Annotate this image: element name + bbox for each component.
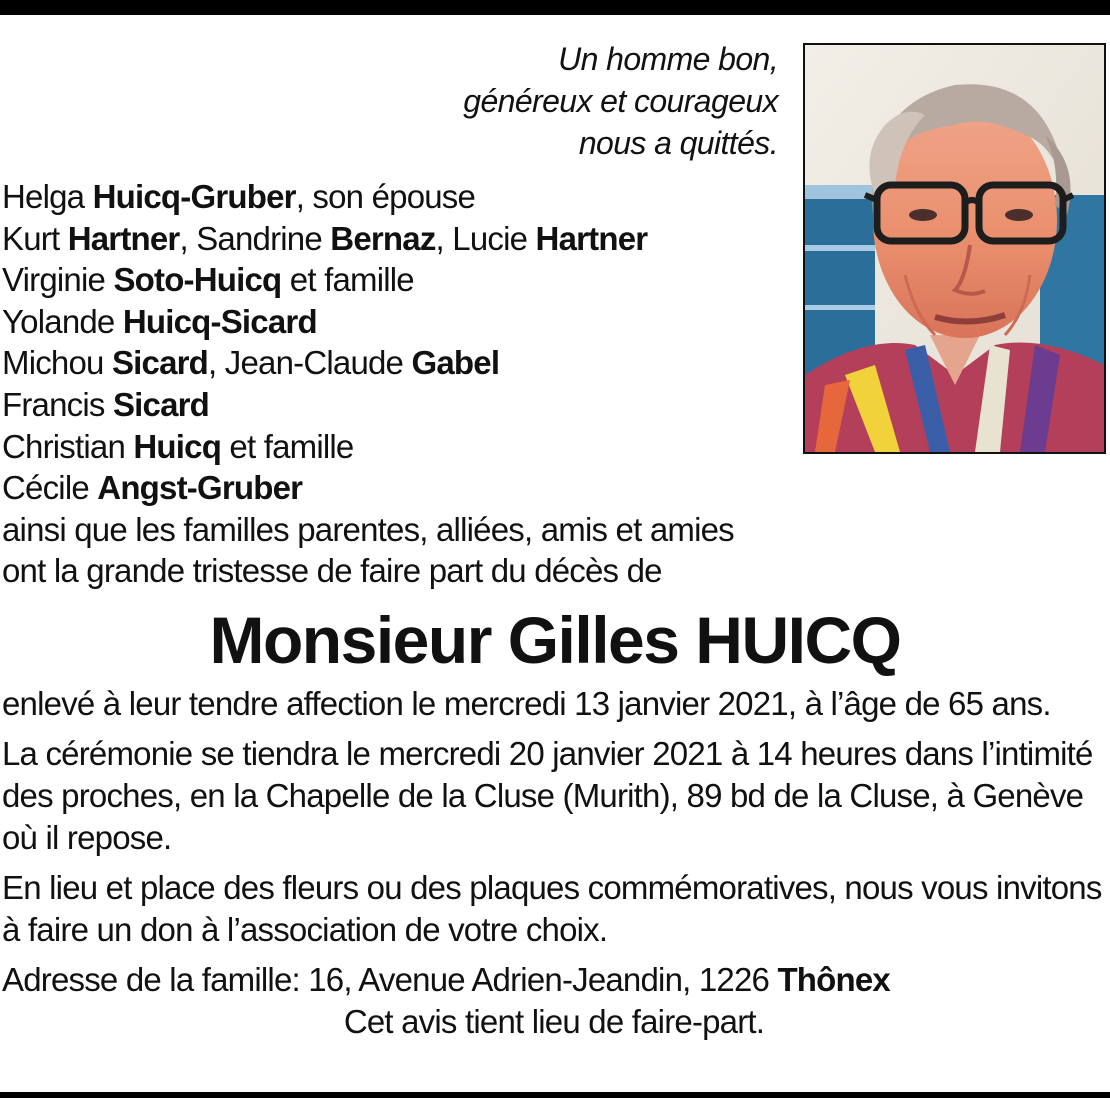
family-address-street: Adresse de la famille: 16, Avenue Adrien-Jeandin, 1226 (2, 961, 778, 998)
donation-note: En lieu et place des fleurs ou des plaques commémoratives, nous vous invitons à faire un don à l’association de votre choix. (2, 869, 1102, 948)
bottom-rule (0, 1092, 1110, 1098)
family-surname: Hartner (67, 219, 180, 257)
closing-note: Cet avis tient lieu de faire-part. (343, 1003, 765, 1040)
family-text: Kurt (2, 219, 68, 257)
family-line (2, 426, 802, 468)
family-text: , Jean-Claude (208, 344, 412, 382)
family-line (2, 176, 802, 218)
family-surname: Sicard (111, 344, 209, 382)
family-text: Christian (2, 427, 134, 465)
epitaph-line-3: nous a quittés. (578, 125, 778, 161)
family-text: Cécile (2, 469, 98, 507)
family-line (2, 259, 802, 301)
family-surname: Sicard (112, 385, 210, 423)
announcement-body (2, 683, 1106, 1043)
deceased-portrait (803, 43, 1106, 454)
family-text: Yolande (2, 302, 123, 340)
family-line (2, 342, 802, 384)
family-text: Michou (2, 344, 112, 382)
family-surname: Huicq (133, 427, 222, 465)
family-surname: Huicq-Gruber (92, 178, 296, 215)
family-line (2, 384, 802, 426)
family-text: et famille (221, 427, 354, 465)
family-text: Helga (2, 178, 93, 215)
family-surname: Soto-Huicq (113, 261, 282, 299)
death-details: enlevé à leur tendre affection le mercredi 13 janvier 2021, à l’âge de 65 ans. (2, 685, 1051, 722)
epitaph-line-1: Un homme bon, (558, 41, 778, 77)
family-line (2, 301, 802, 343)
family-text: Francis (2, 385, 113, 423)
family-text: , son épouse (295, 178, 476, 215)
family-text: , Sandrine (179, 219, 331, 257)
family-line (2, 218, 802, 260)
family-surname: Angst-Gruber (97, 469, 303, 507)
family-address (2, 959, 1106, 1001)
portrait-illustration (805, 45, 1104, 452)
family-list (2, 176, 802, 592)
family-line (2, 467, 802, 509)
family-text: ont la grande tristesse de faire part du décès de (2, 552, 662, 590)
family-text: ainsi que les familles parentes, alliées, amis et amies (2, 510, 734, 548)
family-text: , Lucie (435, 219, 536, 257)
ceremony-details: La cérémonie se tiendra le mercredi 20 janvier 2021 à 14 heures dans l’intimité des proches, en la Chapelle de la Cluse (Murith), 89 bd de la Cluse, à Genève où il repose. (2, 735, 1093, 856)
deceased-name: Monsieur Gilles HUICQ (209, 603, 901, 677)
family-text: et famille (281, 261, 414, 299)
family-surname: Bernaz (330, 219, 436, 257)
family-text: Virginie (2, 261, 114, 299)
family-surname: Gabel (411, 344, 500, 382)
epitaph-line-2: généreux et courageux (463, 83, 778, 119)
family-line (2, 550, 802, 592)
family-line (2, 509, 802, 551)
family-surname: Hartner (535, 219, 648, 257)
family-surname: Huicq-Sicard (122, 302, 317, 340)
epitaph-quote (358, 38, 778, 164)
family-address-city: Thônex (777, 961, 890, 998)
top-rule (0, 0, 1110, 15)
